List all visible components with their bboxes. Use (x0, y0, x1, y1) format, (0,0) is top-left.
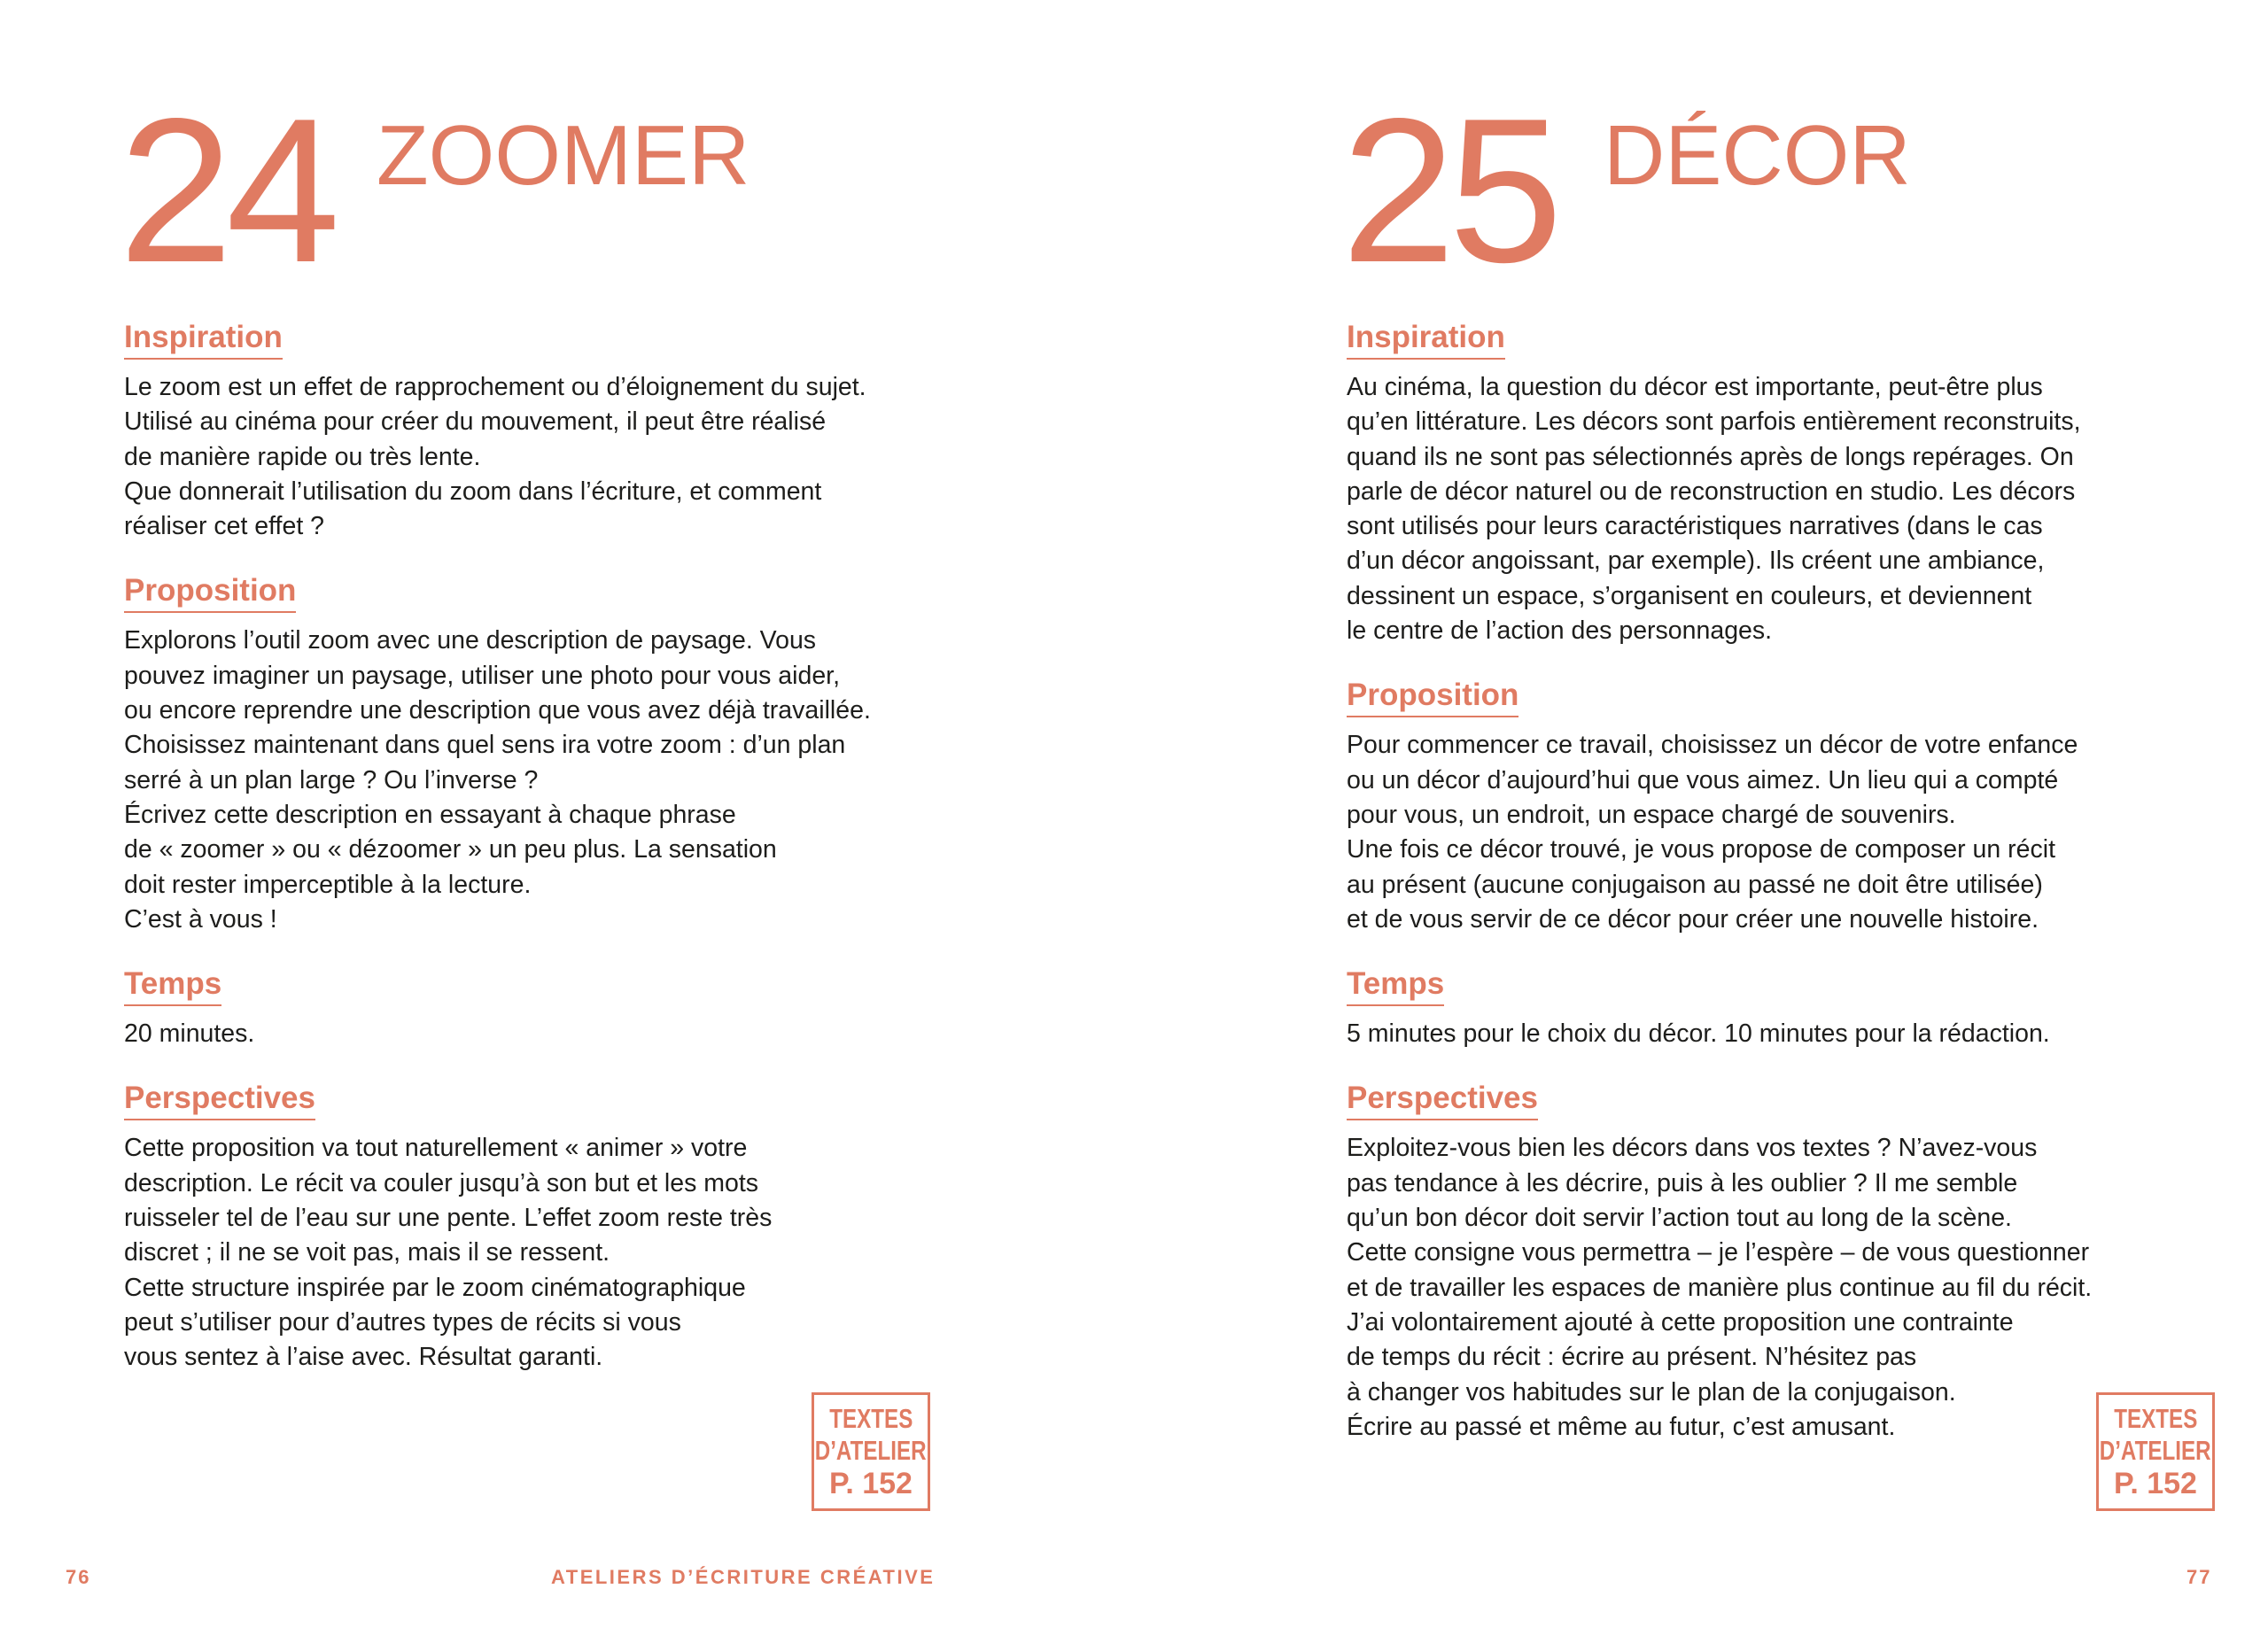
text-line: pour vous, un endroit, un espace chargé de souvenirs. (1347, 800, 1956, 829)
text-line: à changer vos habitudes sur le plan de la conjugaison. (1347, 1377, 1956, 1407)
section-proposition (124, 570, 939, 937)
text-line: dessinent un espace, s’organisent en couleurs, et deviennent (1347, 581, 2032, 610)
text-line: J’ai volontairement ajouté à cette proposition une contrainte (1347, 1307, 2014, 1337)
text-line: Pour commencer ce travail, choisissez un décor de votre enfance (1347, 731, 2078, 760)
page-number-right: 77 (2186, 1566, 2212, 1588)
text-line: serré à un plan large ? Ou l’inverse ? (124, 765, 539, 794)
text-line: C’est à vous ! (124, 904, 277, 934)
chapter-number: 24 (119, 76, 334, 306)
chapter-content (124, 317, 939, 1402)
text-line: pas tendance à les décrire, puis à les oublier ? Il me semble (1347, 1168, 2018, 1197)
text-line: réaliser cet effet ? (124, 512, 325, 541)
section-title: Proposition (1347, 675, 1518, 717)
section-paragraph (124, 1017, 939, 1051)
section-title: Inspiration (1347, 317, 1505, 360)
section-paragraph (1347, 728, 2162, 937)
section-inspiration (1347, 317, 2162, 648)
text-line: Explorons l’outil zoom avec une description de paysage. Vous (124, 626, 817, 655)
stamp-line: TEXTES (828, 1403, 913, 1434)
text-line: 20 minutes. (124, 1019, 255, 1049)
text-line: Cette structure inspirée par le zoom cinématographique (124, 1273, 746, 1302)
chapter-number: 25 (1341, 76, 1557, 306)
text-line: qu’un bon décor doit servir l’action tout au long de la scène. (1347, 1204, 2012, 1233)
section-temps (124, 964, 939, 1051)
text-line: et de travailler les espaces de manière plus continue au fil du récit. (1347, 1273, 2093, 1302)
section-paragraph (124, 370, 939, 544)
section-paragraph (1347, 1131, 2162, 1445)
text-line: description. Le récit va couler jusqu’à son but et les mots (124, 1168, 759, 1197)
left-page (119, 0, 939, 1643)
section-inspiration (124, 317, 939, 544)
text-line: Écrivez cette description en essayant à chaque phrase (124, 800, 736, 829)
chapter-title: DÉCOR (1604, 108, 1911, 203)
text-line: Écrire au passé et même au futur, c’est amusant. (1347, 1412, 1896, 1441)
text-line: au présent (aucune conjugaison au passé ne doit être utilisée) (1347, 870, 2043, 899)
text-line: qu’en littérature. Les décors sont parfois entièrement reconstruits, (1347, 407, 2081, 437)
section-paragraph (1347, 370, 2162, 648)
textes-atelier-stamp (812, 1392, 930, 1511)
text-line: de temps du récit : écrire au présent. N’hésitez pas (1347, 1343, 1917, 1372)
section-paragraph (1347, 1017, 2162, 1051)
text-line: ou encore reprendre une description que vous avez déjà travaillée. (124, 696, 871, 725)
text-line: parle de décor naturel ou de reconstruction en studio. Les décors (1347, 477, 2076, 506)
section-perspectives (124, 1078, 939, 1375)
text-line: discret ; il ne se voit pas, mais il se ressent. (124, 1238, 610, 1267)
stamp-page-ref: P. 152 (2114, 1467, 2197, 1500)
section-paragraph (124, 624, 939, 937)
text-line: de manière rapide ou très lente. (124, 442, 481, 471)
text-line: Au cinéma, la question du décor est importante, peut-être plus (1347, 373, 2043, 401)
running-title: ATELIERS D’ÉCRITURE CRÉATIVE (551, 1566, 936, 1588)
section-temps (1347, 964, 2162, 1051)
text-line: doit rester imperceptible à la lecture. (124, 870, 532, 899)
stamp-page-ref: P. 152 (829, 1467, 913, 1500)
section-title: Temps (124, 964, 221, 1006)
section-title: Perspectives (124, 1078, 315, 1120)
stamp-line: D’ATELIER (2100, 1435, 2211, 1466)
section-title: Proposition (124, 570, 296, 613)
text-line: vous sentez à l’aise avec. Résultat garanti. (124, 1343, 603, 1372)
section-proposition (1347, 675, 2162, 937)
text-line: ruisseler tel de l’eau sur une pente. L’effet zoom reste très (124, 1204, 773, 1233)
chapter-title: ZOOMER (377, 108, 750, 203)
text-line: pouvez imaginer un paysage, utiliser une photo pour vous aider, (124, 661, 841, 690)
text-line: 5 minutes pour le choix du décor. 10 minutes pour la rédaction. (1347, 1019, 2050, 1049)
textes-atelier-stamp (2096, 1392, 2215, 1511)
section-paragraph (124, 1131, 939, 1375)
section-title: Inspiration (124, 317, 283, 360)
text-line: ou un décor d’aujourd’hui que vous aimez. Un lieu qui a compté (1347, 765, 2059, 794)
text-line: Que donnerait l’utilisation du zoom dans l’écriture, et comment (124, 477, 822, 506)
stamp-line: TEXTES (2113, 1403, 2198, 1434)
text-line: Le zoom est un effet de rapprochement ou d’éloignement du sujet. (124, 373, 866, 401)
text-line: sont utilisés pour leurs caractéristiques narratives (dans le cas (1347, 512, 2043, 541)
section-title: Perspectives (1347, 1078, 1538, 1120)
text-line: Utilisé au cinéma pour créer du mouvement, il peut être réalisé (124, 407, 827, 437)
chapter-content (1347, 317, 2162, 1471)
text-line: Choisissez maintenant dans quel sens ira votre zoom : d’un plan (124, 731, 846, 760)
text-line: quand ils ne sont pas sélectionnés après de longs repérages. On (1347, 442, 2074, 471)
text-line: le centre de l’action des personnages. (1347, 616, 1773, 646)
text-line: Exploitez-vous bien les décors dans vos textes ? N’avez-vous (1347, 1134, 2038, 1163)
text-line: Cette consigne vous permettra – je l’espère – de vous questionner (1347, 1238, 2090, 1267)
text-line: Cette proposition va tout naturellement « animer » votre (124, 1134, 748, 1163)
stamp-line: D’ATELIER (815, 1435, 927, 1466)
text-line: Une fois ce décor trouvé, je vous propose de composer un récit (1347, 835, 2056, 864)
text-line: et de vous servir de ce décor pour créer une nouvelle histoire. (1347, 904, 2039, 934)
section-title: Temps (1347, 964, 1444, 1006)
text-line: de « zoomer » ou « dézoomer » un peu plus. La sensation (124, 835, 777, 864)
page-number-left: 76 (66, 1566, 91, 1588)
section-perspectives (1347, 1078, 2162, 1445)
text-line: peut s’utiliser pour d’autres types de récits si vous (124, 1307, 681, 1337)
text-line: d’un décor angoissant, par exemple). Ils créent une ambiance, (1347, 546, 2045, 576)
